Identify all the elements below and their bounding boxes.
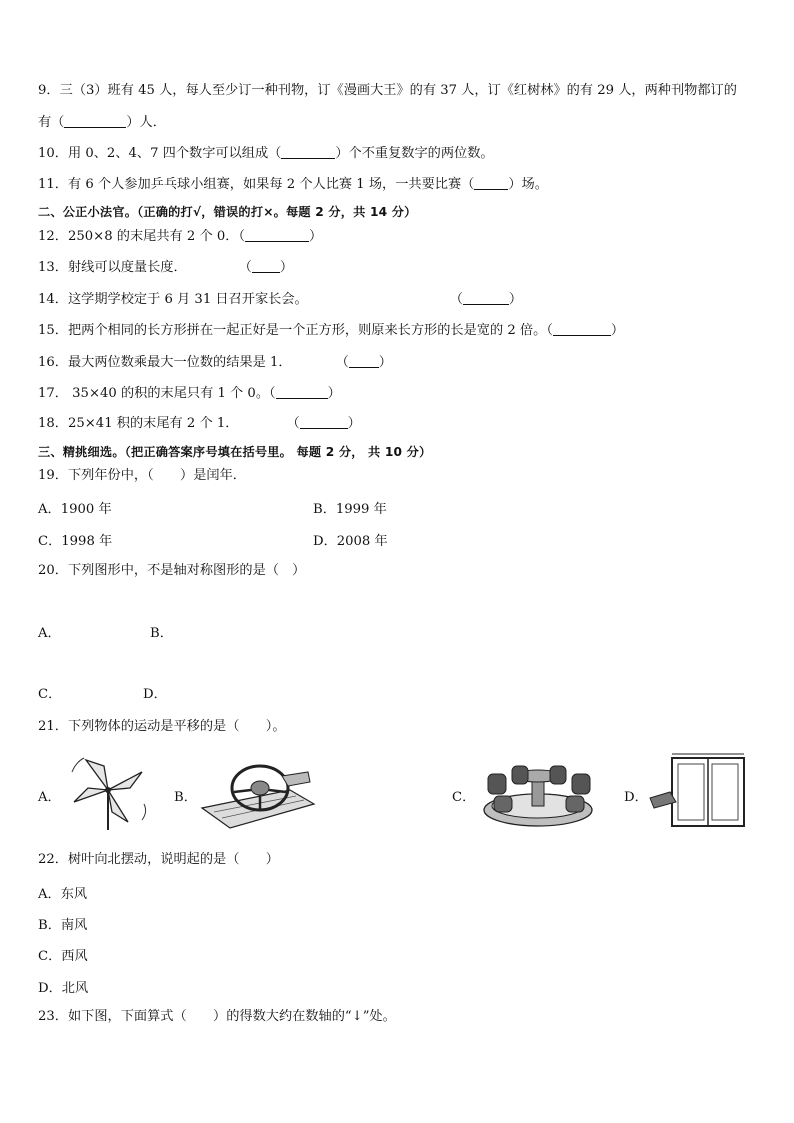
answer-blank[interactable] [252, 260, 280, 273]
option-21-c[interactable]: C． [452, 790, 476, 805]
answer-blank[interactable] [553, 323, 611, 336]
option-20-d[interactable]: D． [143, 687, 167, 702]
answer-blank[interactable] [300, 416, 348, 429]
pinwheel-image [64, 752, 156, 830]
option-20-a[interactable]: A． [38, 626, 61, 641]
question-21: 21．下列物体的运动是平移的是（ ）。 [38, 719, 286, 734]
steering-wheel-image [200, 752, 316, 830]
answer-blank[interactable] [463, 292, 509, 305]
question-9-line2: 有（ ）人． [38, 115, 166, 130]
section-3-heading: 三、精挑细选。（把正确答案序号填在括号里。 每题 2 分， 共 10 分） [38, 445, 432, 459]
question-12: 12．250×8 的末尾共有 2 个 0．（ ） [38, 229, 323, 244]
question-14: 14．这学期学校定于 6 月 31 日召开家长会。 （ ） [38, 292, 523, 307]
question-19: 19．下列年份中，（ ）是闰年． [38, 468, 246, 483]
question-13: 13．射线可以度量长度． （ ） [38, 260, 294, 275]
option-22-c[interactable]: C．西风 [38, 949, 88, 964]
option-20-b[interactable]: B． [150, 626, 173, 641]
option-21-a[interactable]: A． [38, 790, 61, 805]
answer-blank[interactable] [281, 146, 335, 159]
question-18: 18．25×41 积的末尾有 2 个 1． （ ） [38, 416, 361, 431]
section-2-heading: 二、公正小法官。（正确的打√，错误的打×。每题 2 分，共 14 分） [38, 205, 417, 219]
option-20-c[interactable]: C． [38, 687, 62, 702]
question-16: 16．最大两位数乘最大一位数的结果是 1． （ ） [38, 355, 392, 370]
option-19-c[interactable]: C．1998 年 [38, 534, 113, 549]
option-21-b[interactable]: B． [174, 790, 197, 805]
option-22-b[interactable]: B．南风 [38, 918, 88, 933]
question-11: 11．有 6 个人参加乒乓球小组赛，如果每 2 个人比赛 1 场，一共要比赛（ ）场。 [38, 177, 548, 192]
question-20: 20．下列图形中，不是轴对称图形的是（ ） [38, 563, 306, 578]
option-21-d[interactable]: D． [624, 790, 648, 805]
question-10: 10．用 0、2、4、7 四个数字可以组成（ ）个不重复数字的两位数。 [38, 146, 494, 161]
answer-blank[interactable] [349, 355, 379, 368]
option-19-b[interactable]: B．1999 年 [313, 502, 387, 517]
option-22-d[interactable]: D．北风 [38, 981, 89, 996]
answer-blank[interactable] [64, 115, 126, 128]
question-9-line1: 9．三（3）班有 45 人，每人至少订一种刊物，订《漫画大王》的有 37 人，订《红树林》的有 29 人，两种刊物都订的 [38, 83, 737, 98]
option-22-a[interactable]: A．东风 [38, 887, 88, 902]
question-15: 15．把两个相同的长方形拼在一起正好是一个正方形，则原来长方形的长是宽的 2 倍。（ ） [38, 323, 625, 338]
carousel-ride-image [476, 758, 600, 830]
sliding-window-image [648, 752, 748, 830]
option-19-a[interactable]: A．1900 年 [38, 502, 112, 517]
question-22: 22．树叶向北摆动，说明起的是（ ） [38, 852, 279, 867]
option-19-d[interactable]: D．2008 年 [313, 534, 388, 549]
answer-blank[interactable] [276, 386, 328, 399]
answer-blank[interactable] [245, 229, 309, 242]
question-17: 17． 35×40 的积的末尾只有 1 个 0。（ ） [38, 386, 341, 401]
answer-blank[interactable] [474, 177, 508, 190]
question-23: 23．如下图，下面算式（ ）的得数大约在数轴的“↓”处。 [38, 1009, 396, 1024]
